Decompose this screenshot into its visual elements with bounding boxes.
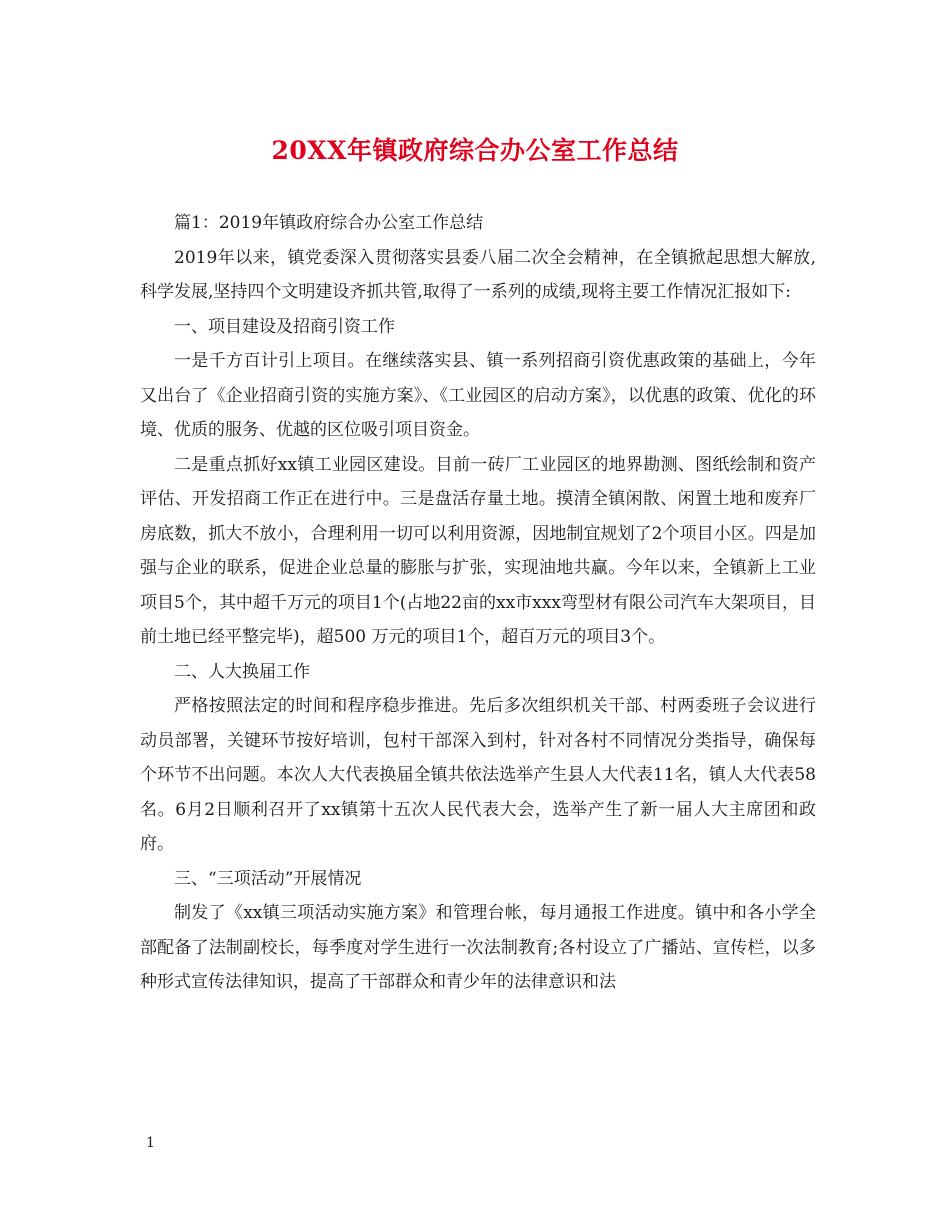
paragraph: 制发了《xx镇三项活动实施方案》和管理台帐，每月通报工作进度。镇中和各小学全部配备了法制副校长，每季度对学生进行一次法制教育;各村设立了广播站、宣传栏，以多种形式宣传法律知识，提高了干部群众和青少年的法律意识和法 bbox=[140, 903, 816, 992]
section-heading-3: 三、“三项活动”开展情况 bbox=[174, 868, 362, 889]
document-title: 20XX年镇政府综合办公室工作总结 bbox=[271, 136, 679, 165]
paragraph: 严格按照法定的时间和程序稳步推进。先后多次组织机关干部、村两委班子会议进行动员部署，关键环节按好培训，包村干部深入到村，针对各村不同情况分类指导，确保每个环节不出问题。本次人大代表换届全镇共依法选举产生县人大代表11名，镇人大代表58名。6月2日顺利召开了xx镇第十五次人民代表大会，选举产生了新一届人大主席团和政府。 bbox=[140, 696, 816, 854]
paragraph-subtitle: 篇1：2019年镇政府综合办公室工作总结 bbox=[174, 213, 484, 233]
paragraph: 一是千方百计引上项目。在继续落实县、镇一系列招商引资优惠政策的基础上，今年又出台了《企业招商引资的实施方案》、《工业园区的启动方案》，以优惠的政策、优化的环境、优质的服务、优越的区位吸引项目资金。 bbox=[140, 351, 816, 440]
document-body bbox=[140, 206, 816, 1000]
section-heading-2: 二、人大换届工作 bbox=[174, 661, 310, 682]
paragraph-intro: 2019年以来，镇党委深入贯彻落实县委八届二次全会精神，在全镇掀起思想大解放,科学发展,坚持四个文明建设齐抓共管,取得了一系列的成绩,现将主要工作情况汇报如下: bbox=[140, 247, 816, 302]
paragraph: 二是重点抓好xx镇工业园区建设。目前一砖厂工业园区的地界勘测、图纸绘制和资产评估、开发招商工作正在进行中。三是盘活存量土地。摸清全镇闲散、闲置土地和废弃厂房底数，抓大不放小，合理利用一切可以利用资源，因地制宜规划了2个项目小区。四是加强与企业的联系，促进企业总量的膨胀与扩张，实现油地共赢。今年以来，全镇新上工业项目5个，其中超千万元的项目1个(占地22亩的xx市xxx弯型材有限公司汽车大架项目，目前土地已经平整完毕)，超500 万元的项目1个，超百万元的项目3个。 bbox=[140, 454, 816, 647]
page-number: 1 bbox=[146, 1135, 155, 1151]
section-heading-1: 一、项目建设及招商引资工作 bbox=[174, 316, 395, 337]
